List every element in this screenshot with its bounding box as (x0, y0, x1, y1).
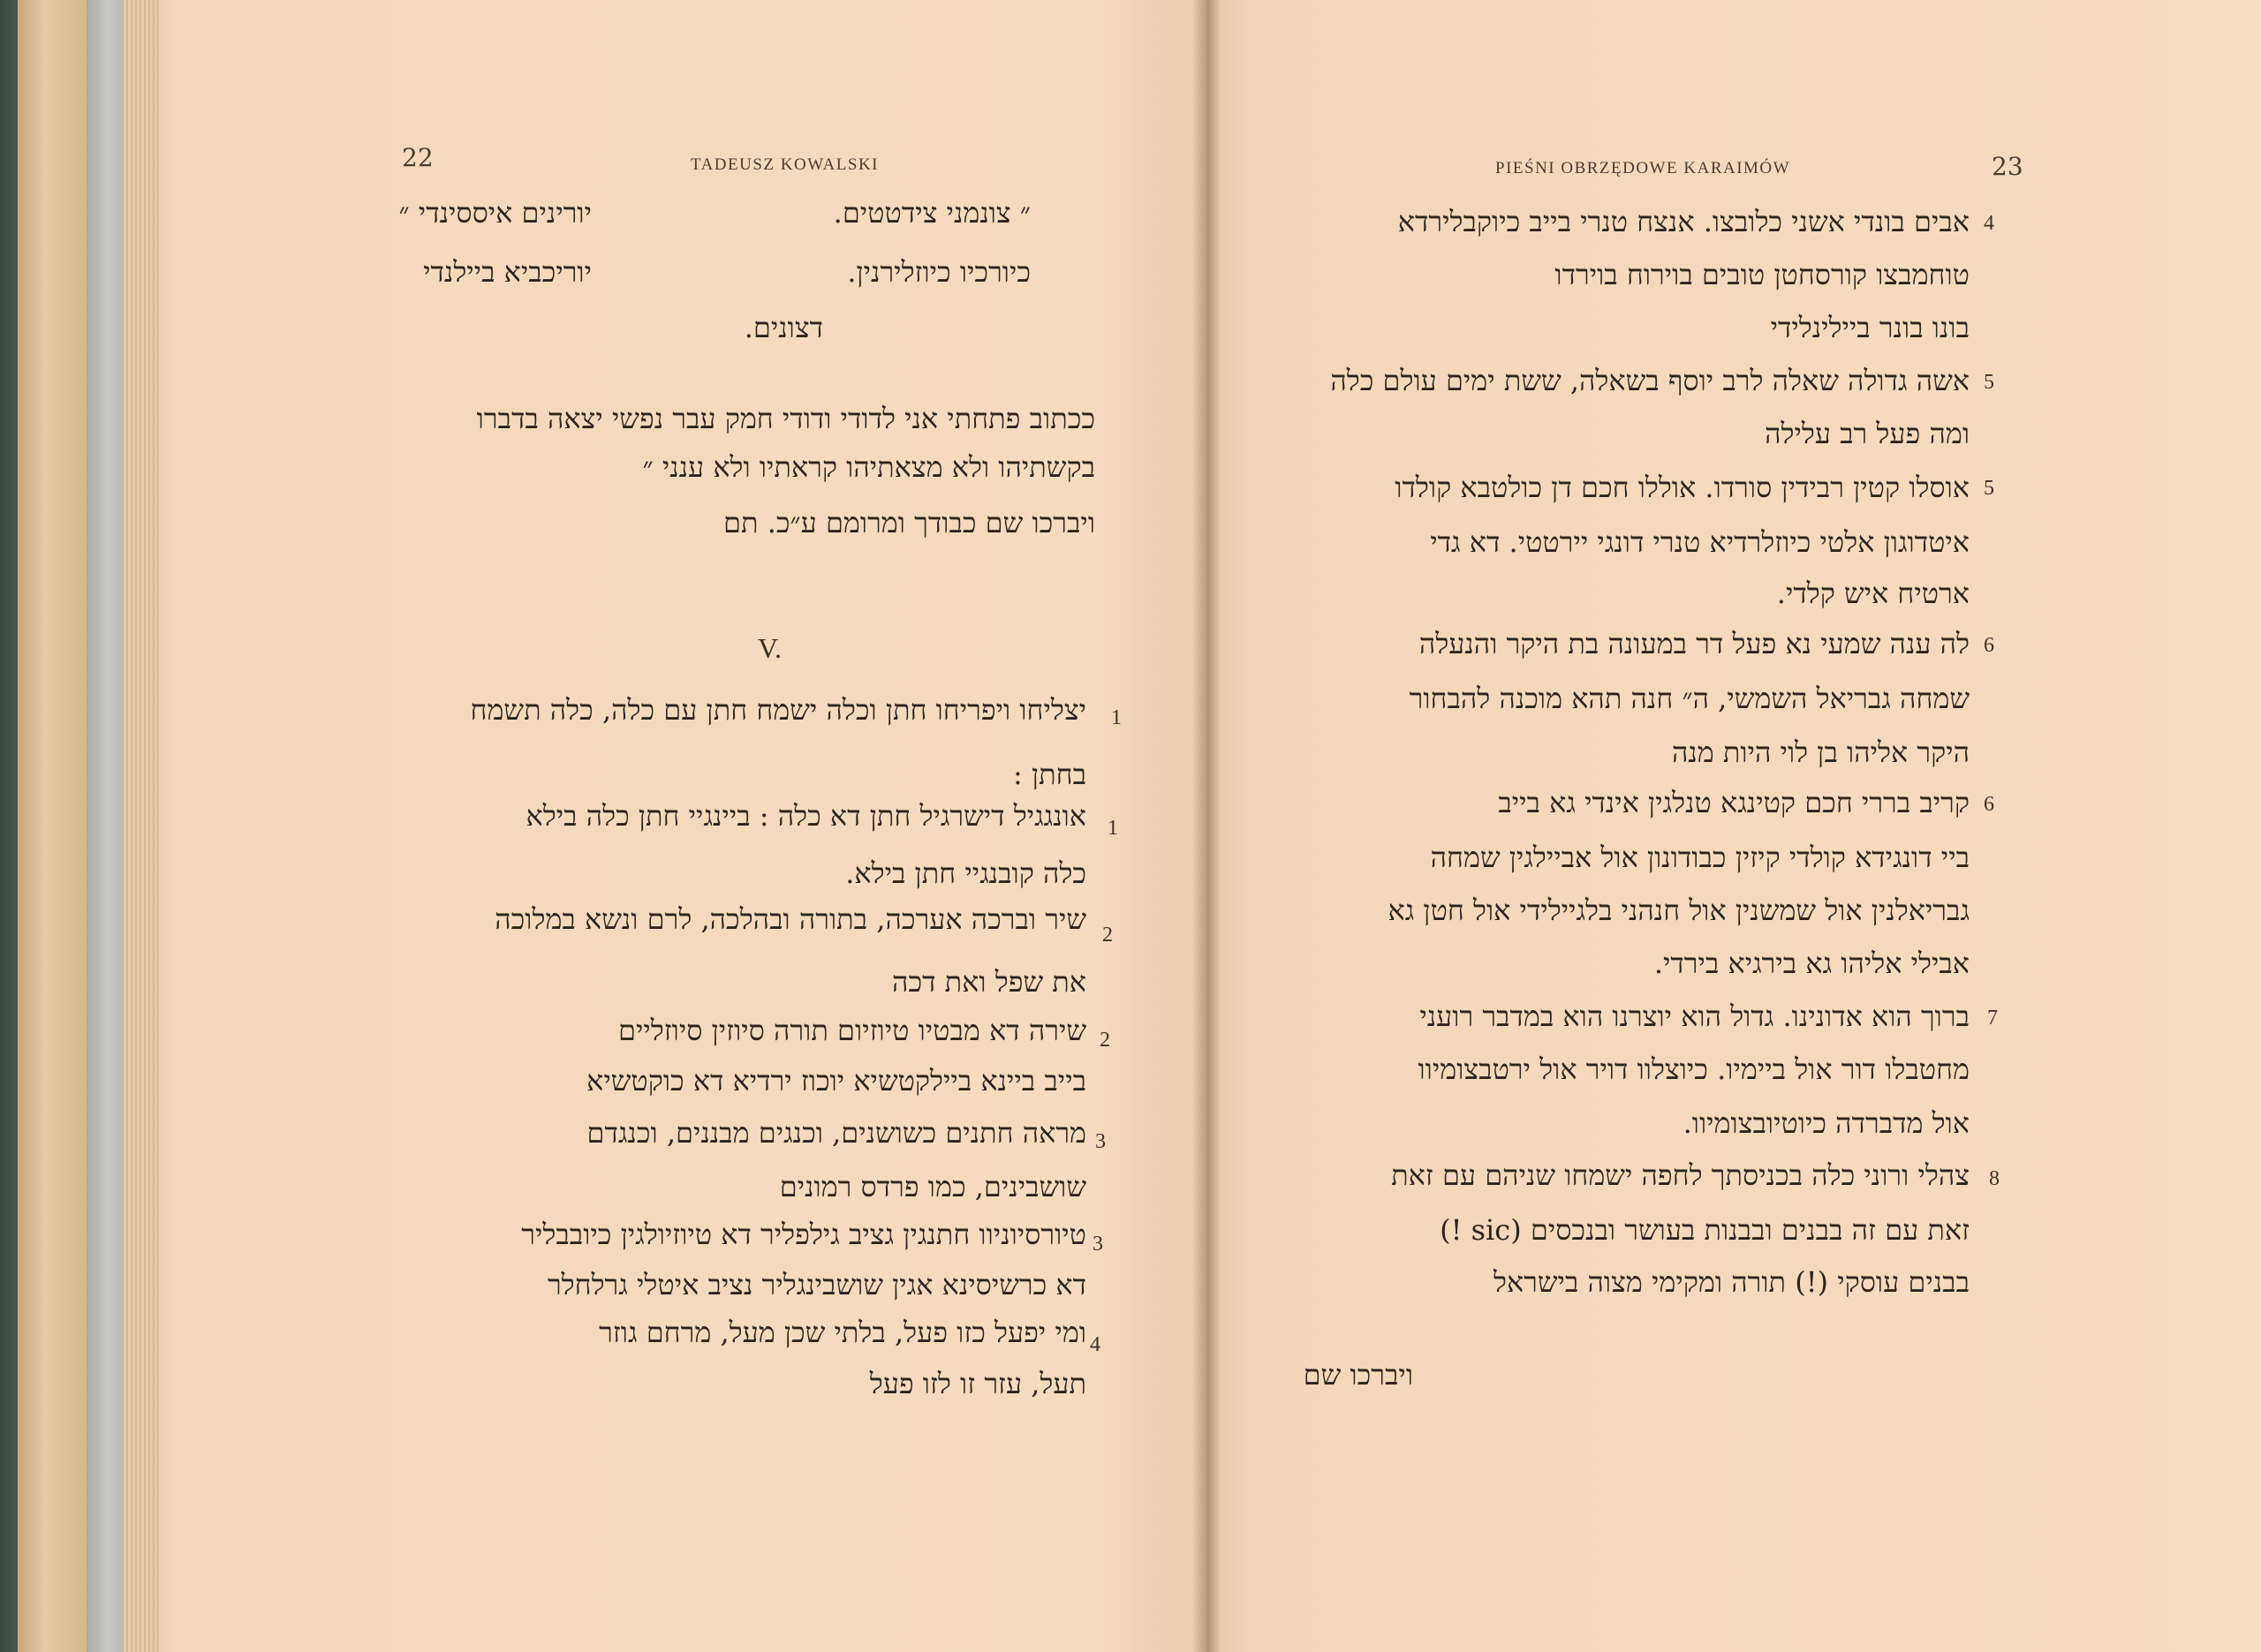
stanza-line: ברוך הוא אדונינו. גדול הוא יוצרנו הוא במדבר רועני (1419, 999, 1970, 1033)
stanza-line: שושבינים, כמו פרדס רמונים (779, 1170, 1086, 1203)
top-line-right: ״ צונמני צידטטים. (833, 196, 1031, 230)
stanza-line: אוסלו קטין רבידין סורדו. אוללו חכם דן כולטבא קולדו (1395, 471, 1970, 504)
stanza-number: 1 (1108, 817, 1118, 840)
top-line-right: כיורכיו כיוזלירנין. (847, 255, 1031, 289)
stanza-number: 5 (1984, 371, 1994, 394)
stanza-line: בחתן : (1013, 758, 1086, 791)
stanza-line: אבילי אליהו גא בירגיא בירדי. (1653, 947, 1970, 980)
verse-line: ויברכו שם כבודך ומרומם ע״כ. תם (723, 506, 1095, 539)
closing-line: ויברכו שם (1303, 1358, 1413, 1392)
stanza-line: אשה גדולה שאלה לרב יוסף בשאלה, ששת ימים עולם כלה (1330, 364, 1970, 397)
stanza-line: דא כרשיסינא אגין שושבינגליר נציב איטלי גרלחלר (547, 1268, 1086, 1301)
stanza-line: בבנים עוסקי (!) תורה ומקימי מצוה בישראל (1493, 1265, 1970, 1299)
stanza-line: בונו בונר ביילינלידי (1770, 311, 1970, 344)
verse-line: בקשתיהו ולא מצאתיהו קראתיו ולא ענני ״ (642, 450, 1095, 484)
stanza-line: תעל, עזר זו לזו פעל (869, 1367, 1086, 1400)
stanza-line: צהלי ורוני כלה בכניסתך לחפה ישמחו שניהם עם זאת (1391, 1158, 1970, 1192)
stanza-line: אונגגיל דישרגיל חתן דא כלה : ביינגיי חתן כלה בילא (526, 799, 1086, 833)
stanza-number: 7 (1987, 1007, 1998, 1030)
stanza-line: טיורסיוניוו חתנגין גציב גילפליר דא טיוזיולגין כיובבליר (521, 1218, 1086, 1251)
stanza-line: זאת עם זה בבנים ובבנות בעושר ובנכסים (sic !) (1440, 1213, 1970, 1247)
stanza-number: 3 (1093, 1233, 1103, 1256)
paper-edge (18, 0, 87, 1652)
stanza-number: 5 (1984, 477, 1994, 500)
left-page-number: 22 (402, 143, 434, 172)
stanza-number: 8 (1989, 1167, 2000, 1190)
stanza-number: 4 (1984, 212, 1994, 235)
stanza-line: מחטבלו דור אול ביימיו. כיוצלוו דויר אול ירטבצומיוו (1418, 1052, 1970, 1086)
stanza-line: ארטיח איש קלדי. (1776, 577, 1970, 610)
stanza-line: היקר אליהו בן לוי היות מנה (1671, 735, 1970, 769)
stanza-number: 2 (1102, 924, 1113, 947)
stanza-line: קריב בררי חכם קטינגא טנלגין אינדי גא בייב (1498, 786, 1970, 819)
stanza-line: בייב ביינא ביילקטשיא יוכוז ירדיא דא כוקטשיא (586, 1064, 1086, 1098)
stanza-line: שיר וברכה אערכה, בתורה ובהלכה, לרם ונשא במלוכה (495, 902, 1086, 936)
left-running-head: TADEUSZ KOWALSKI (691, 155, 879, 174)
right-running-head: PIEŚNI OBRZĘDOWE KARAIMÓW (1495, 159, 1791, 177)
top-line-left: יורינים איססינדי ״ (398, 196, 592, 230)
stanza-number: 3 (1095, 1130, 1106, 1153)
right-page (1206, 0, 2261, 1652)
stanza-line: אבים בונדי אשני כלובצו. אנצח טנרי בייב כיוקבלירדא (1397, 205, 1970, 238)
stanza-line: כלה קובנגיי חתן בילא. (845, 856, 1086, 890)
top-line-left: יוריכביא ביילנדי (423, 255, 592, 289)
stanza-line: ומי יפעל כזו פעל, בלתי שכן מעל, מרחם גוזר (599, 1316, 1086, 1349)
stanza-number: 4 (1090, 1333, 1100, 1356)
stanza-line: ומה פעל רב עלילה (1765, 417, 1970, 450)
stanza-line: גבריאלנין אול שמשנין אול חנהני בלגיילידי אול חטן גא (1388, 894, 1970, 927)
stanza-line: איטדוגון אלטי כיוזלרדיא טנרי דונגי יירטטי. דא גדי (1430, 525, 1970, 559)
stanza-line: אול מדברדה כיוטיובצומיוו. (1683, 1106, 1970, 1140)
stanza-line: מראה חתנים כשושנים, וכנגים מבננים, וכנגדם (586, 1116, 1086, 1150)
stanza-line: שמחה גבריאל השמשי, ה״ חנה תהא מוכנה להבחור (1409, 682, 1970, 715)
right-page-number: 23 (1992, 152, 2023, 181)
stanza-line: לה ענה שמעי נא פעל דר במעונה בת היקר והנעלה (1418, 627, 1970, 660)
page-fore-edge (124, 0, 159, 1652)
stanza-line: טוחמבצו קורסחטן טובים בוירוח בוירדו (1554, 258, 1970, 291)
stanza-number: 6 (1984, 793, 1994, 816)
stanza-number: 6 (1984, 634, 1994, 657)
section-heading: V. (758, 632, 782, 664)
stanza-line: ביי דונגידא קולדי קיזין כבודונון אול אביילגין שמחה (1430, 841, 1970, 874)
top-end: דצונים. (744, 311, 823, 344)
open-book (124, 0, 2261, 1652)
stanza-line: שירה דא מבטיו טיוזיום תורה סיוזין סיוזליים (618, 1014, 1086, 1047)
stanza-line: את שפל ואת דכה (892, 965, 1086, 999)
stanza-line: יצליחו ויפריחו חתן וכלה ישמח חתן עם כלה, כלה תשמח (470, 693, 1086, 727)
stanza-number: 2 (1100, 1029, 1110, 1052)
grey-edge (87, 0, 129, 1652)
stanza-number: 1 (1111, 706, 1122, 729)
verse-line: ככתוב פתחתי אני לדודי ודודי חמק עבר נפשי יצאה בדברו (476, 402, 1095, 435)
book-gutter (1192, 0, 1221, 1652)
